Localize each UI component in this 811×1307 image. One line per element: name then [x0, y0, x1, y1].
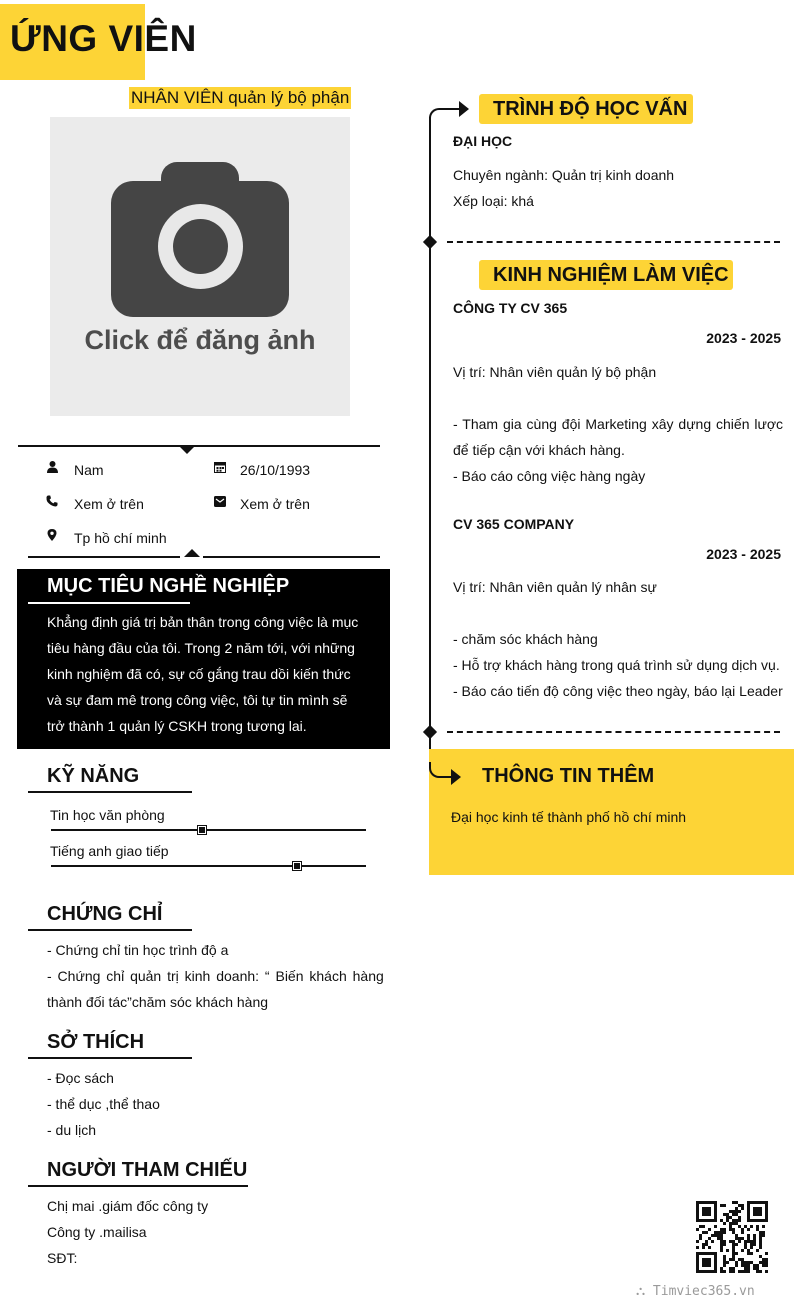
section-divider: [447, 731, 780, 733]
photo-upload[interactable]: [50, 117, 350, 416]
skill-level-handle[interactable]: [197, 825, 207, 835]
gender-value[interactable]: Nam: [74, 462, 104, 478]
skill-level-handle[interactable]: [292, 861, 302, 871]
hobbies-title[interactable]: SỞ THÍCH: [47, 1031, 145, 1053]
phone-value[interactable]: Xem ở trên: [74, 496, 144, 512]
skill-bar[interactable]: [51, 829, 366, 831]
job-period[interactable]: 2023 - 2025: [706, 546, 781, 562]
job-role[interactable]: Vị trí: Nhân viên quản lý bộ phận: [453, 364, 657, 380]
job-description[interactable]: - chăm sóc khách hàng - Hỗ trợ khách hàng trong quá trình sử dụng dịch vụ. - Báo cáo tiến độ công việc theo ngày, báo lại Leader: [453, 631, 783, 699]
skills-title[interactable]: KỸ NĂNG: [47, 765, 140, 787]
objective-text[interactable]: Khẳng định giá trị bản thân trong công việc là mục tiêu hàng đầu của tôi. Trong 2 năm tới, với những kinh nghiệm đã có, sự cố gắng trau dồi kiến thức và sự đam mê trong công việc, tôi tự tin mình sẽ trở thành 1 quản lý CSKH trong tương lai.: [47, 614, 359, 734]
objective-title[interactable]: MỤC TIÊU NGHỀ NGHIỆP: [47, 575, 290, 597]
education-school[interactable]: ĐẠI HỌC: [453, 133, 513, 149]
references-text[interactable]: Chị mai .giám đốc công ty Công ty .mailisa SĐT:: [47, 1198, 209, 1266]
job-company[interactable]: CV 365 COMPANY: [453, 516, 575, 532]
job-period[interactable]: 2023 - 2025: [706, 330, 781, 346]
education-major[interactable]: Chuyên ngành: Quản trị kinh doanh: [453, 167, 675, 183]
skill-name[interactable]: Tiếng anh giao tiếp: [50, 843, 169, 859]
skill-bar[interactable]: [51, 865, 366, 867]
phone-icon: [45, 495, 59, 510]
job-position[interactable]: NHÂN VIÊN quản lý bộ phận: [131, 88, 350, 107]
job-role[interactable]: Vị trí: Nhân viên quản lý nhân sự: [453, 579, 657, 595]
info-bottom-divider-right: [203, 556, 380, 558]
address-value[interactable]: Tp hồ chí minh: [74, 530, 167, 546]
info-top-divider: [18, 445, 380, 447]
divider-arrow-down: [179, 446, 195, 454]
job-company[interactable]: CÔNG TY CV 365: [453, 300, 568, 316]
references-title[interactable]: NGƯỜI THAM CHIẾU: [47, 1159, 248, 1181]
objective-section: [17, 569, 390, 749]
skill-name[interactable]: Tin học văn phòng: [50, 807, 165, 823]
timeline-node: [423, 235, 437, 249]
location-icon: [45, 529, 59, 544]
divider-arrow-up: [184, 549, 200, 557]
section-divider: [447, 241, 780, 243]
birthday-value[interactable]: 26/10/1993: [240, 462, 311, 478]
qr-code-icon: [696, 1201, 768, 1273]
info-bottom-divider-left: [28, 556, 180, 558]
extra-info-title[interactable]: THÔNG TIN THÊM: [482, 765, 655, 787]
certificates-title[interactable]: CHỨNG CHỈ: [47, 903, 163, 925]
education-rank[interactable]: Xếp loại: khá: [453, 193, 534, 209]
experience-title[interactable]: KINH NGHIỆM LÀM VIỆC: [493, 264, 729, 286]
calendar-icon: [213, 461, 227, 476]
education-title[interactable]: TRÌNH ĐỘ HỌC VẤN: [493, 98, 688, 120]
certificates-text[interactable]: - Chứng chỉ tin học trình độ a - Chứng chỉ quản trị kinh doanh: “ Biến khách hàng thành đối tác”chăm sóc khách hàng: [47, 942, 384, 1010]
timeline-arrow-icon: [459, 101, 469, 117]
timeline-line: [429, 117, 431, 777]
photo-caption: Click để đăng ảnh: [84, 325, 316, 355]
hobbies-text[interactable]: - Đọc sách - thể dục ,thể thao - du lịch: [47, 1070, 160, 1138]
user-icon: [45, 461, 59, 476]
candidate-name[interactable]: ỨNG VIÊN: [10, 18, 197, 59]
timeline-node: [423, 725, 437, 739]
job-description[interactable]: - Tham gia cùng đội Marketing xây dựng chiến lược để tiếp cận với khách hàng. - Báo cáo công việc hàng ngày: [453, 416, 784, 484]
extra-info-text[interactable]: Đại học kinh tế thành phố hồ chí minh: [451, 809, 687, 825]
email-icon: [213, 495, 227, 510]
email-value[interactable]: Xem ở trên: [240, 496, 310, 512]
timeline-arrow-icon: [451, 769, 461, 785]
site-watermark: ⛬ Timviec365.vn: [636, 1284, 755, 1299]
